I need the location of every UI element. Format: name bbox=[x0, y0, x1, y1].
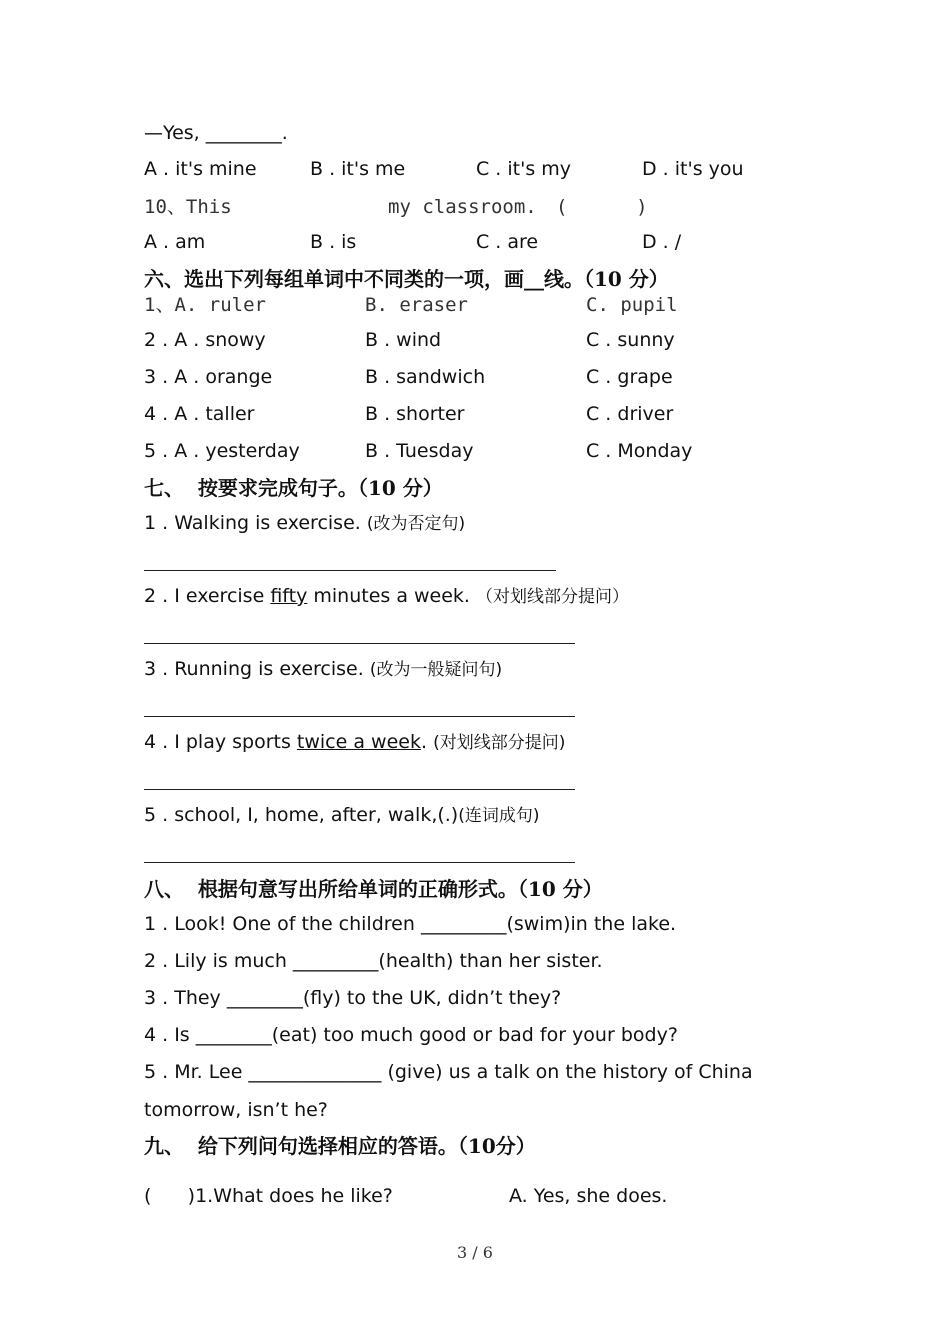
s8-item-1: 1 . Look! One of the children _________(swim)in the lake. bbox=[144, 913, 677, 935]
q9-option-b: B . it's me bbox=[310, 158, 406, 180]
s8-item-2: 2 . Lily is much _________(health) than her sister. bbox=[144, 950, 603, 972]
s7-item-1-note: (改为否定句) bbox=[366, 514, 466, 534]
s7-item-1-text: 1 . Walking is exercise. bbox=[144, 512, 367, 534]
s6-row4-a: 4 . A . taller bbox=[144, 403, 255, 425]
section6-title: 六、选出下列每组单词中不同类的一项，画__线。（10 分） bbox=[144, 267, 669, 291]
s8-item-5: 5 . Mr. Lee ______________ (give) us a talk on the history of China bbox=[144, 1061, 753, 1083]
s6-row3-b: B . sandwich bbox=[365, 366, 486, 388]
s7-item-5 bbox=[144, 803, 540, 828]
s8-item-4: 4 . Is ________(eat) too much good or bad for your body? bbox=[144, 1024, 678, 1046]
s9-question-1: ( )1.What does he like? bbox=[144, 1185, 393, 1207]
section8-title: 八、 根据句意写出所给单词的正确形式。（10 分） bbox=[144, 877, 603, 901]
answer-rule-3 bbox=[144, 716, 575, 717]
s7-item-4-text-after: . bbox=[420, 731, 434, 753]
q10-option-a: A . am bbox=[144, 231, 206, 253]
s7-item-3 bbox=[144, 657, 502, 682]
answer-rule-4 bbox=[144, 789, 575, 790]
q10-text: my classroom. bbox=[388, 196, 537, 218]
s7-item-3-note: (改为一般疑问句) bbox=[369, 660, 503, 680]
s7-item-1 bbox=[144, 511, 465, 536]
s6-row5-b: B . Tuesday bbox=[365, 440, 474, 462]
q10-number: 10、This bbox=[144, 196, 232, 218]
section9-title: 九、 给下列问句选择相应的答语。（10分） bbox=[144, 1134, 536, 1158]
s8-item-5-cont: tomorrow, isn’t he? bbox=[144, 1099, 328, 1121]
s7-item-3-text: 3 . Running is exercise. bbox=[144, 658, 370, 680]
s7-item-4-underlined: twice a week bbox=[296, 731, 421, 753]
q9-option-d: D . it's you bbox=[642, 158, 744, 180]
s7-item-5-text: 5 . school, I, home, after, walk,(.) bbox=[144, 804, 459, 826]
s7-item-2-text-after: minutes a week. bbox=[307, 585, 477, 607]
s7-item-5-note: (连词成句) bbox=[458, 806, 540, 826]
q10-paren: ( ) bbox=[556, 196, 648, 218]
s6-row5-c: C . Monday bbox=[586, 440, 693, 462]
page-number: 3 / 6 bbox=[457, 1243, 493, 1262]
s6-row1-b: B. eraser bbox=[365, 294, 468, 316]
s8-item-3: 3 . They ________(fly) to the UK, didn’t they? bbox=[144, 987, 562, 1009]
answer-rule-5 bbox=[144, 862, 575, 863]
s7-item-2-note: （对划线部分提问） bbox=[476, 587, 630, 607]
s6-row2-b: B . wind bbox=[365, 329, 442, 351]
s6-row2-a: 2 . A . snowy bbox=[144, 329, 266, 351]
q9-option-c: C . it's my bbox=[476, 158, 572, 180]
s7-item-4 bbox=[144, 730, 565, 755]
q9-option-a: A . it's mine bbox=[144, 158, 257, 180]
s6-row5-a: 5 . A . yesterday bbox=[144, 440, 300, 462]
s7-item-4-text: 4 . I play sports bbox=[144, 731, 297, 753]
answer-rule-2 bbox=[144, 643, 575, 644]
s7-item-4-note: (对划线部分提问) bbox=[433, 733, 566, 753]
s6-row4-c: C . driver bbox=[586, 403, 674, 425]
q10-option-c: C . are bbox=[476, 231, 539, 253]
q10-option-d: D . / bbox=[642, 231, 682, 253]
answer-line: —Yes, ________. bbox=[144, 122, 288, 144]
s6-row1-c: C. pupil bbox=[586, 294, 678, 316]
s6-row4-b: B . shorter bbox=[365, 403, 465, 425]
s7-item-2-underlined: fifty bbox=[270, 585, 308, 607]
s6-row1-a: 1、A. ruler bbox=[144, 294, 266, 316]
section7-title: 七、 按要求完成句子。（10 分） bbox=[144, 476, 443, 500]
answer-rule-1 bbox=[144, 570, 556, 571]
s9-answer-a: A. Yes, she does. bbox=[509, 1185, 668, 1207]
s7-item-2 bbox=[144, 584, 629, 609]
s6-row3-a: 3 . A . orange bbox=[144, 366, 273, 388]
q10-option-b: B . is bbox=[310, 231, 357, 253]
s6-row3-c: C . grape bbox=[586, 366, 673, 388]
s7-item-2-text: 2 . I exercise bbox=[144, 585, 271, 607]
s6-row2-c: C . sunny bbox=[586, 329, 675, 351]
